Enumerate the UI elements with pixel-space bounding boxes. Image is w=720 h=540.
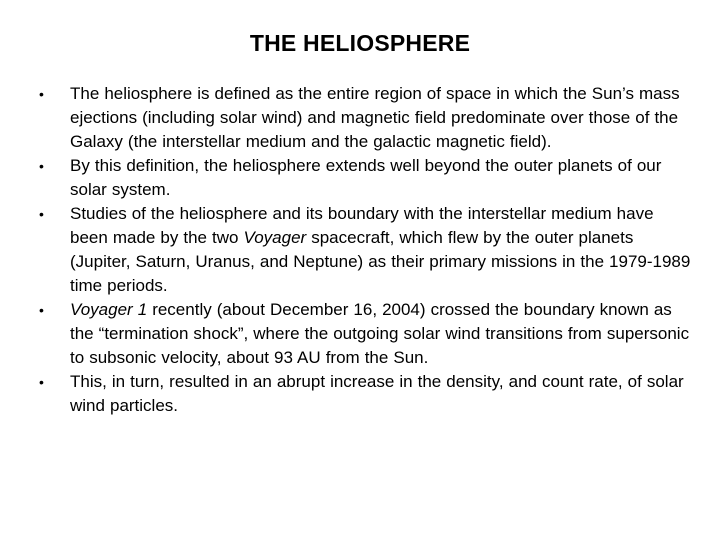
bullet-marker: •	[39, 86, 44, 102]
bullet-text: This, in turn, resulted in an abrupt increase in the density, and count rate, of solar wind particles.	[70, 372, 684, 415]
bullet-item	[36, 154, 696, 202]
bullet-text: Studies of the heliosphere and its boundary with the interstellar medium have been made by the two	[70, 204, 654, 247]
bullet-text-italic: Voyager 1	[70, 300, 148, 319]
bullet-text: The heliosphere is defined as the entire region of space in which the Sun’s mass ejections (including solar wind) and magnetic field predominate over those of the Galaxy (the interstellar medium and the galactic magnetic field).	[70, 84, 680, 151]
bullet-item	[36, 202, 696, 298]
bullet-text: spacecraft, which flew by the outer planets (Jupiter, Saturn, Uranus, and Neptune) as their primary missions in the 1979-1989 time periods.	[70, 228, 691, 295]
bullet-marker: •	[39, 374, 44, 390]
bullet-marker: •	[39, 206, 44, 222]
bullet-list	[36, 82, 696, 418]
bullet-item	[36, 370, 696, 418]
bullet-item	[36, 82, 696, 154]
bullet-marker: •	[39, 302, 44, 318]
bullet-item	[36, 298, 696, 370]
bullet-text-italic: Voyager	[243, 228, 307, 247]
bullet-marker: •	[39, 158, 44, 174]
bullet-text: By this definition, the heliosphere extends well beyond the outer planets of our solar system.	[70, 156, 662, 199]
bullet-text: recently (about December 16, 2004) crossed the boundary known as the “termination shock”, where the outgoing solar wind transitions from supersonic to subsonic velocity, about 93 AU from the Sun.	[70, 300, 690, 367]
slide-title: THE HELIOSPHERE	[249, 30, 471, 56]
